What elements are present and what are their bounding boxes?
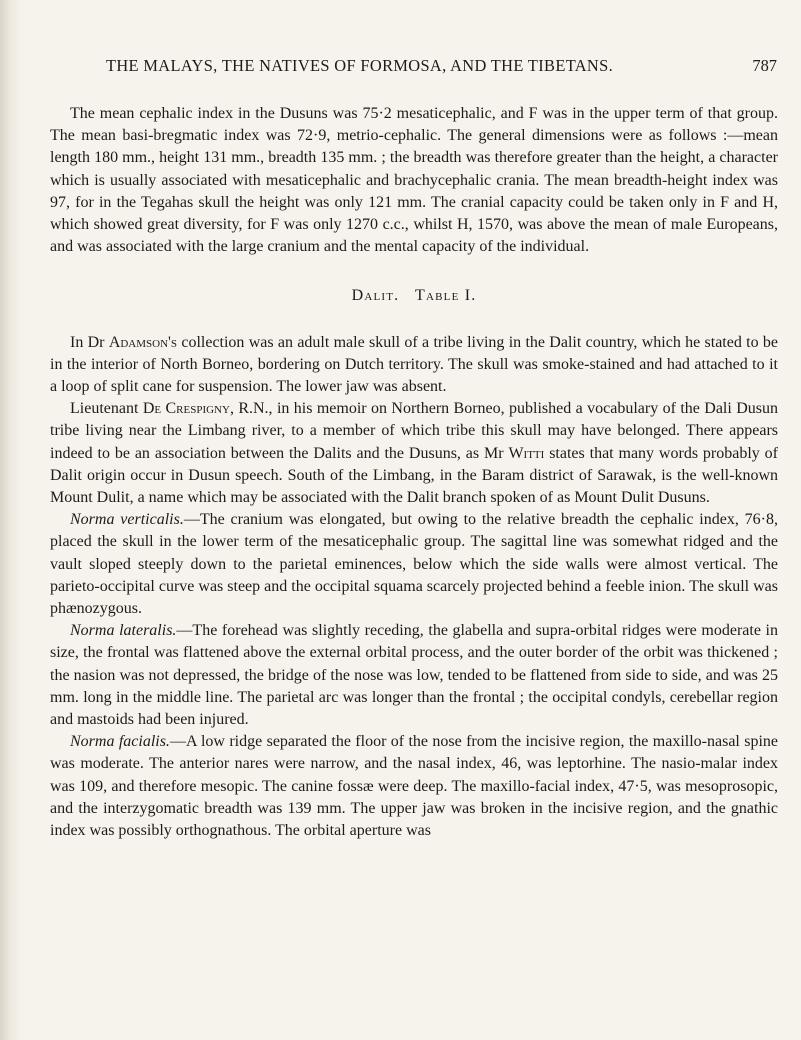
page-body (50, 103, 778, 842)
norma-label: Norma verticalis. (70, 511, 184, 529)
author-name: Adamson's (108, 333, 178, 351)
paragraph-dusun-indices: The mean cephalic index in the Dusuns was 75·2 mesaticephalic, and F was in the upper term of that group. The mean basi-bregmatic index was 72·9, metrio-cephalic. The general dimensions were as follows :—mean length 180 mm., height 131 mm., breadth 135 mm. ; the breadth was therefore greater than the height, a character which is usually associated with mesaticephalic and brachycephalic crania. The mean breadth-height index was 97, for in the Tegahas skull the height was only 121 mm. The cranial capacity could be taken only in F and H, which showed great diversity, for F was only 1270 c.c., whilst H, 1570, was above the mean of male Europeans, and was associated with the large cranium and the mental capacity of the individual. (50, 105, 778, 256)
text-run: states that many words probably of Dalit origin occur in Dusun speech. South of the Limbang, in the Baram district of Sarawak, is the well-known Mount Dulit, a name which may be associated with the Dalit branch spoken of as Mount Dulit Dusuns. (50, 444, 779, 507)
paragraph-adamson-collection (50, 332, 778, 399)
page-header (0, 56, 801, 80)
section-heading (50, 285, 778, 307)
author-name: De Crespigny (142, 400, 230, 418)
running-head: THE MALAYS, THE NATIVES OF FORMOSA, AND THE TIBETANS. (106, 56, 614, 75)
text-run: In Dr (70, 333, 109, 351)
section-heading-dalit: Dalit. (351, 287, 400, 305)
paragraph-norma-lateralis (50, 620, 778, 731)
paragraph-norma-verticalis (50, 509, 778, 620)
text-run: collection was an adult male skull of a tribe living in the Dalit country, which he stated to be in the interior of North Borneo, bordering on Dutch territory. The skull was smoke-stained and had attached to it a loop of split cane for suspension. The lower jaw was absent. (50, 333, 778, 396)
norma-label: Norma lateralis. (70, 622, 177, 640)
norma-label: Norma facialis. (70, 733, 170, 751)
paragraph-norma-facialis (50, 731, 778, 842)
section-heading-table: Table I. (415, 287, 477, 305)
text-run: —The forehead was slightly receding, the glabella and supra-orbital ridges were moderate in size, the frontal was flattened above the external orbital process, and the outer border of the orbit was thickened ; the nasion was not depressed, the bridge of the nose was low, tended to be flattened from side to side, and was 25 mm. long in the middle line. The parietal arc was longer than the frontal ; the occipital condyls, cerebellar region and mastoids had been injured. (50, 622, 778, 729)
page-number: 787 (752, 56, 777, 75)
page-gutter-shadow (0, 0, 22, 1040)
text-run: Lieutenant (70, 400, 143, 418)
text-run: , R.N., in his memoir on Northern Borneo, published a vocabulary of the Dali Dusun tribe living near the Limbang river, to a member of which tribe this skull may have belonged. There appears indeed to be an association between the Dalits and the Dusuns, as Mr (50, 400, 778, 462)
author-name: Witti (508, 444, 545, 462)
paragraph-de-crespigny (50, 398, 778, 509)
text-run: —A low ridge separated the floor of the nose from the incisive region, the maxillo-nasal spine was moderate. The anterior nares were narrow, and the nasal index, 46, was leptorhine. The nasio-malar index was 109, and therefore mesopic. The canine fossæ were deep. The maxillo-facial index, 47·5, was mesoprosopic, and the interzygomatic breadth was 139 mm. The upper jaw was broken in the incisive region, and the gnathic index was possibly orthognathous. The orbital aperture was (50, 733, 779, 840)
text-run: —The cranium was elongated, but owing to the relative breadth the cephalic index, 76·8, placed the skull in the lower term of the mesaticephalic group. The sagittal line was somewhat ridged and the vault sloped steeply down to the parietal eminences, below which the side walls were almost vertical. The parieto-occipital curve was steep and the occipital squama scarcely projected behind a feeble inion. The skull was phænozygous. (50, 511, 778, 618)
